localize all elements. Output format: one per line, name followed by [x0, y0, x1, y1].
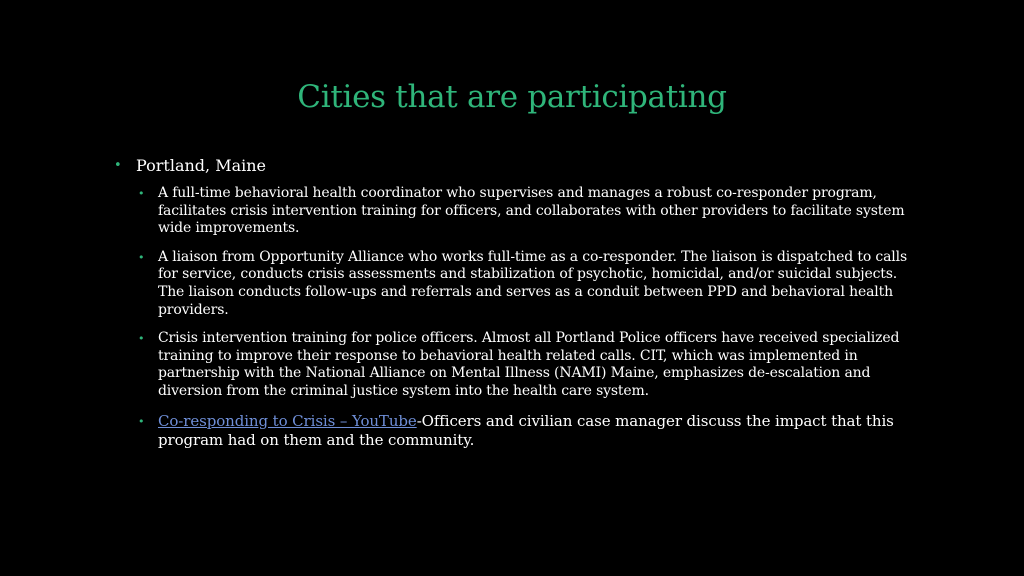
- bullet-icon: •: [138, 250, 145, 264]
- slide-content: [112, 155, 912, 461]
- sub-bullet-text: A full-time behavioral health coordinator who supervises and manages a robust co-responder program, facilitates crisis intervention training for officers, and collaborates with other providers to facilitate system wide improvements.: [158, 185, 905, 237]
- slide-title: Cities that are participating: [297, 79, 727, 115]
- sub-bullet-list: [136, 185, 912, 450]
- bullet-icon: •: [138, 332, 145, 346]
- bullet-icon: •: [138, 187, 145, 200]
- city-label: Portland, Maine: [136, 156, 267, 175]
- bullet-icon: •: [138, 414, 145, 428]
- video-description: -Officers and civilian case manager discuss the impact that this program had on them and the community.: [158, 411, 894, 449]
- sub-bullet-cit: [136, 330, 912, 400]
- bullet-icon: •: [114, 158, 122, 173]
- sub-bullet-video: [136, 412, 912, 450]
- sub-bullet-text: Crisis intervention training for police officers. Almost all Portland Police officers have received specialized training to improve their response to behavioral health related calls. CIT, which was implemented in partnership with the National Alliance on Mental Illness (NAMI) Maine, emphasizes de-escalation and diversion from the criminal justice system into the health care system.: [158, 330, 900, 399]
- bullet-city: [112, 155, 912, 177]
- youtube-video-link[interactable]: Co-responding to Crisis – YouTube: [158, 411, 417, 430]
- sub-bullet-liaison: [136, 249, 912, 319]
- sub-bullet-text: A liaison from Opportunity Alliance who works full-time as a co-responder. The liaison is dispatched to calls for service, conducts crisis assessments and stabilization of psychotic, homicidal, and/or suicidal subjects. The liaison conducts follow-ups and referrals and serves as a conduit between PPD and behavioral health providers.: [158, 248, 907, 318]
- sub-bullet-coordinator: [136, 185, 912, 238]
